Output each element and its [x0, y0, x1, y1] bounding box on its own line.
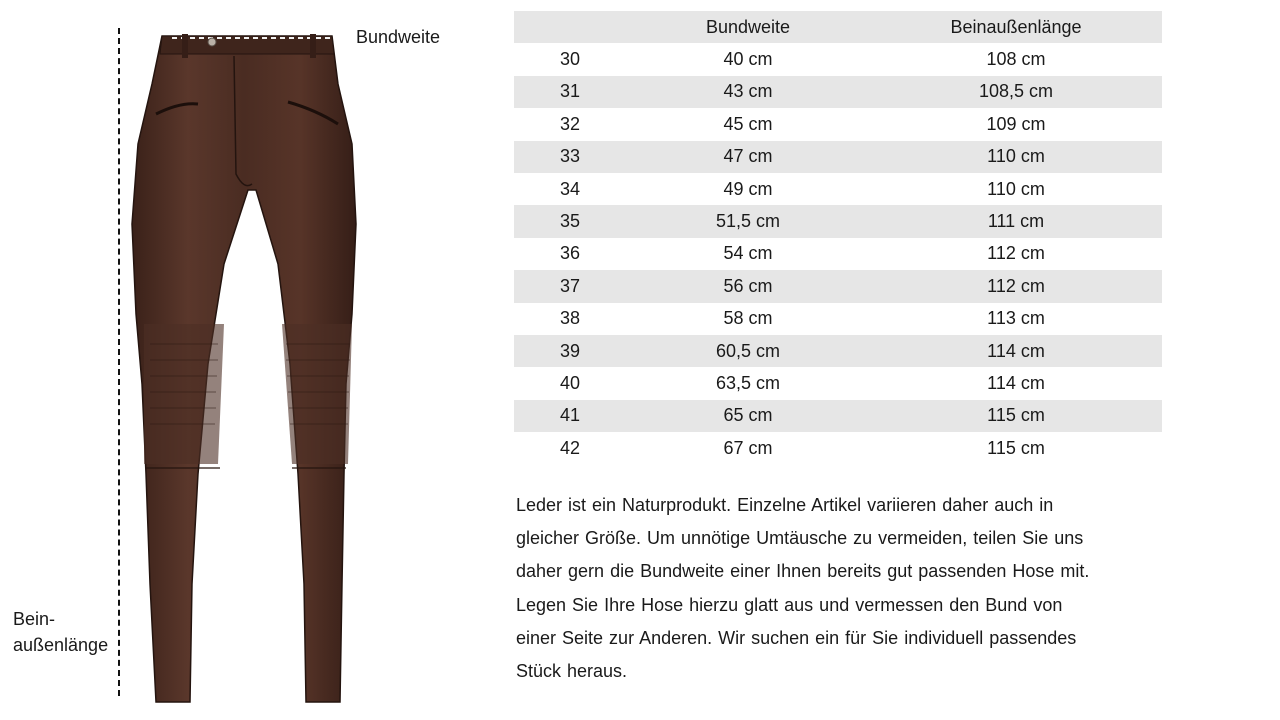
size-cell: 33	[559, 146, 581, 167]
waist-cell: 40 cm	[723, 49, 773, 70]
leg-length-cell: 110 cm	[987, 178, 1045, 199]
leather-pants-image	[120, 24, 370, 708]
waist-cell: 51,5 cm	[715, 211, 781, 232]
header-waist: Bundweite	[705, 16, 791, 37]
waist-cell: 67 cm	[723, 437, 773, 458]
size-cell: 34	[559, 178, 581, 199]
leg-length-cell: 112 cm	[987, 275, 1045, 296]
table-header-row	[514, 11, 1162, 43]
waist-cell: 63,5 cm	[715, 372, 781, 393]
table-row	[514, 76, 1162, 108]
table-row	[514, 270, 1162, 302]
waist-label: Bundweite	[356, 27, 441, 47]
waist-cell: 47 cm	[723, 146, 773, 167]
size-cell: 42	[559, 437, 581, 458]
table-row	[514, 141, 1162, 173]
leg-length-cell: 115 cm	[987, 437, 1045, 458]
note-line: gleicher Größe. Um unnötige Umtäusche zu vermeiden, teilen Sie uns	[516, 528, 1084, 549]
note-line: einer Seite zur Anderen. Wir suchen ein für Sie individuell passendes	[516, 627, 1077, 648]
size-cell: 32	[559, 113, 581, 134]
table-row	[514, 303, 1162, 335]
size-cell: 30	[559, 49, 581, 70]
size-cell: 37	[559, 275, 581, 296]
leg-length-cell: 109 cm	[986, 113, 1046, 134]
note-line: Leder ist ein Naturprodukt. Einzelne Artikel variieren daher auch in	[516, 495, 1054, 515]
leather-care-note	[516, 489, 1156, 688]
leg-length-cell: 110 cm	[987, 146, 1045, 167]
table-row	[514, 173, 1162, 205]
waist-cell: 65 cm	[723, 405, 773, 426]
leg-length-cell: 113 cm	[987, 308, 1045, 329]
table-row	[514, 108, 1162, 140]
table-row	[514, 335, 1162, 367]
size-cell: 31	[559, 81, 581, 102]
waist-cell: 43 cm	[723, 81, 773, 102]
leg-length-cell: 112 cm	[987, 243, 1045, 264]
waist-cell: 45 cm	[723, 113, 773, 134]
leg-length-cell: 108 cm	[986, 49, 1046, 70]
header-size	[514, 11, 626, 43]
size-cell: 41	[559, 405, 581, 426]
note-line: Legen Sie Ihre Hose hierzu glatt aus und vermessen den Bund von	[516, 594, 1063, 615]
leg-length-cell: 108,5 cm	[978, 81, 1054, 102]
size-cell: 38	[559, 308, 581, 329]
waist-cell: 60,5 cm	[715, 340, 781, 361]
waist-cell: 54 cm	[723, 243, 773, 264]
size-table	[514, 11, 1162, 464]
leg-length-cell: 114 cm	[987, 372, 1045, 393]
size-cell: 40	[559, 372, 581, 393]
note-line: daher gern die Bundweite einer Ihnen bereits gut passenden Hose mit.	[516, 561, 1090, 582]
leg-length-label	[13, 606, 108, 658]
size-cell: 36	[559, 243, 581, 264]
table-row	[514, 400, 1162, 432]
waist-cell: 49 cm	[723, 178, 773, 199]
size-cell: 39	[559, 340, 581, 361]
waist-cell: 58 cm	[723, 308, 773, 329]
note-line: Stück heraus.	[516, 661, 628, 682]
leg-length-cell: 114 cm	[987, 340, 1045, 361]
table-row	[514, 205, 1162, 237]
waist-cell: 56 cm	[723, 275, 773, 296]
leg-length-label-line2: außenlänge	[13, 635, 109, 655]
size-cell: 35	[559, 211, 581, 232]
table-row	[514, 367, 1162, 399]
table-row	[514, 432, 1162, 464]
table-row	[514, 43, 1162, 75]
header-leg-length: Beinaußenlänge	[950, 16, 1082, 37]
leg-length-cell: 115 cm	[987, 405, 1045, 426]
table-row	[514, 238, 1162, 270]
leg-length-cell: 111 cm	[987, 211, 1045, 232]
leg-length-label-line1: Bein-	[13, 609, 56, 629]
